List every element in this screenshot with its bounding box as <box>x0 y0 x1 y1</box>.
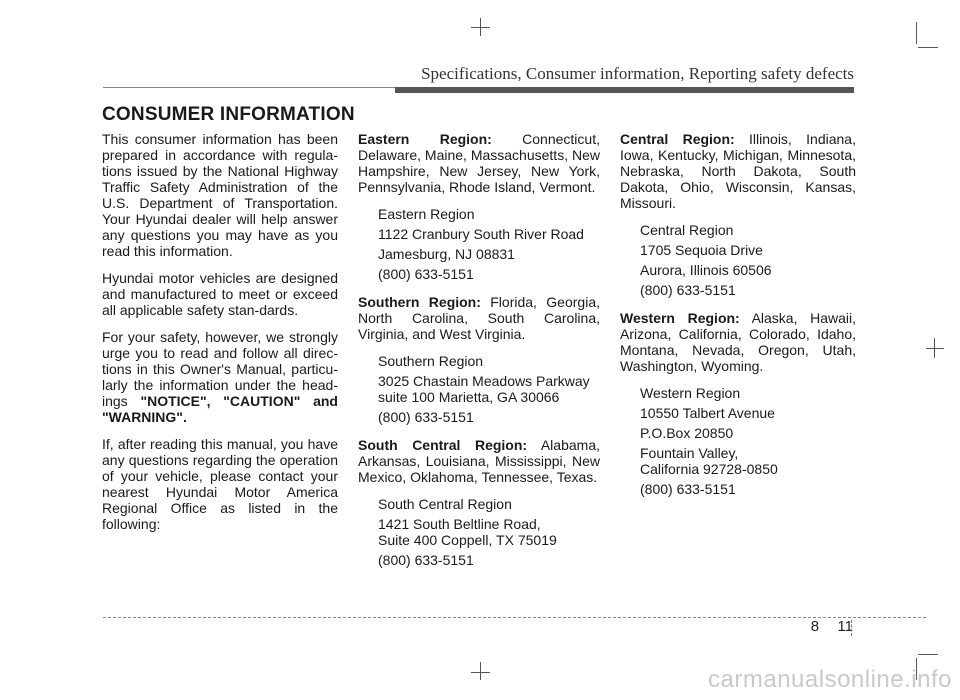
address-phone: (800) 633-5151 <box>378 552 474 568</box>
address-street: 1705 Sequoia Drive <box>640 242 763 258</box>
southern-region-states-text: Florida, Georgia, North Carolina, South Carolina, Virginia, and West Virginia. <box>358 294 600 342</box>
address-city: suite 100 Marietta, GA 30066 <box>378 389 560 405</box>
column-regions-east-south <box>358 131 600 580</box>
footer-rule <box>103 617 926 618</box>
western-region-label: Western Region: <box>620 310 740 326</box>
south-central-region-address <box>378 496 600 568</box>
crop-mark-bottom-right-h <box>918 654 938 655</box>
intro-paragraph: This consumer information has been prepared in accordance with regula-tions issued by the National Highway Traffic Safety Administration of the U.S. Department of Transportation. Your Hyundai dealer will help answer any questions you may have as you read this information. <box>102 131 338 259</box>
central-region-label: Central Region: <box>620 131 735 147</box>
address-state-zip: California 92728-0850 <box>640 461 778 477</box>
header-rule-bar <box>395 87 854 93</box>
western-region-states <box>620 310 856 374</box>
central-region-address <box>640 222 856 298</box>
column-intro <box>102 131 338 543</box>
crop-mark-bottom-center-bar <box>471 672 490 673</box>
south-central-region-states <box>358 437 600 485</box>
contact-paragraph: If, after reading this manual, you have any questions regarding the operation of your vehicle, please contact your nearest Hyundai Motor America Regional Office as listed in the following: <box>102 436 338 532</box>
safety-headings: "NOTICE", "CAUTION" and "WARNING". <box>102 393 338 425</box>
central-region-states <box>620 131 856 211</box>
watermark: carmanualsonline.info <box>708 666 952 693</box>
eastern-region-states <box>358 131 600 195</box>
address-name: Eastern Region <box>378 206 475 222</box>
safety-paragraph <box>102 329 338 425</box>
address-phone: (800) 633-5151 <box>640 481 736 497</box>
address-phone: (800) 633-5151 <box>640 282 736 298</box>
column-regions-central-west <box>620 131 856 509</box>
south-central-region-states-text: Alabama, Arkansas, Louisiana, Mississippi, New Mexico, Oklahoma, Tennessee, Texas. <box>358 437 600 485</box>
address-street: 3025 Chastain Meadows Parkway <box>378 373 590 389</box>
address-street: 1421 South Beltline Road, <box>378 516 541 532</box>
southern-region-address <box>378 353 600 425</box>
address-phone: (800) 633-5151 <box>378 266 474 282</box>
address-name: Western Region <box>640 385 741 401</box>
chapter-number: 8 <box>810 618 820 635</box>
western-region-address <box>640 385 856 497</box>
central-region-states-text: Illinois, Indiana, Iowa, Kentucky, Michigan, Minnesota, Nebraska, North Dakota, South Dakota, Ohio, Wisconsin, Kansas, Missouri. <box>620 131 856 211</box>
crop-mark-top-center-bar <box>471 27 490 28</box>
crop-mark-bottom-center <box>480 662 481 680</box>
address-phone: (800) 633-5151 <box>378 409 474 425</box>
address-name: Central Region <box>640 222 734 238</box>
southern-region-label: Southern Region: <box>358 294 481 310</box>
page-number <box>811 618 853 635</box>
page-number-separator <box>851 620 853 636</box>
eastern-region-label: Eastern Region: <box>358 131 492 147</box>
western-region-states-text: Alaska, Hawaii, Arizona, California, Colorado, Idaho, Montana, Nevada, Oregon, Utah, Washington, Wyoming. <box>620 310 856 374</box>
crop-mark-top-right-h <box>918 47 938 48</box>
address-pobox: P.O.Box 20850 <box>640 425 734 441</box>
standards-paragraph: Hyundai motor vehicles are designed and manufactured to meet or exceed all applicable safety stan-dards. <box>102 270 338 318</box>
southern-region-states <box>358 294 600 342</box>
address-city: Aurora, Illinois 60506 <box>640 262 772 278</box>
crop-mark-top-right-v <box>916 22 917 44</box>
safety-text: For your safety, however, we strongly urge you to read and follow all direc-tions in this Owner's Manual, particu-larly the information under the head-ings <box>102 329 338 409</box>
eastern-region-states-text: Connecticut, Delaware, Maine, Massachusetts, New Hampshire, New Jersey, New York, Pennsylvania, Rhode Island, Vermont. <box>358 131 600 195</box>
page-index: 11 <box>837 618 853 635</box>
running-header: Specifications, Consumer information, Reporting safety defects <box>421 64 854 83</box>
crop-mark-right-center-h <box>926 348 944 349</box>
address-city: Jamesburg, NJ 08831 <box>378 246 515 262</box>
address-name: Southern Region <box>378 353 484 369</box>
address-city: Fountain Valley, <box>640 445 739 461</box>
section-title: CONSUMER INFORMATION <box>102 104 355 125</box>
eastern-region-address <box>378 206 600 282</box>
address-street: 10550 Talbert Avenue <box>640 405 775 421</box>
address-street: 1122 Cranbury South River Road <box>378 226 584 242</box>
south-central-region-label: South Central Region: <box>358 437 528 453</box>
address-city: Suite 400 Coppell, TX 75019 <box>378 532 557 548</box>
address-name: South Central Region <box>378 496 512 512</box>
